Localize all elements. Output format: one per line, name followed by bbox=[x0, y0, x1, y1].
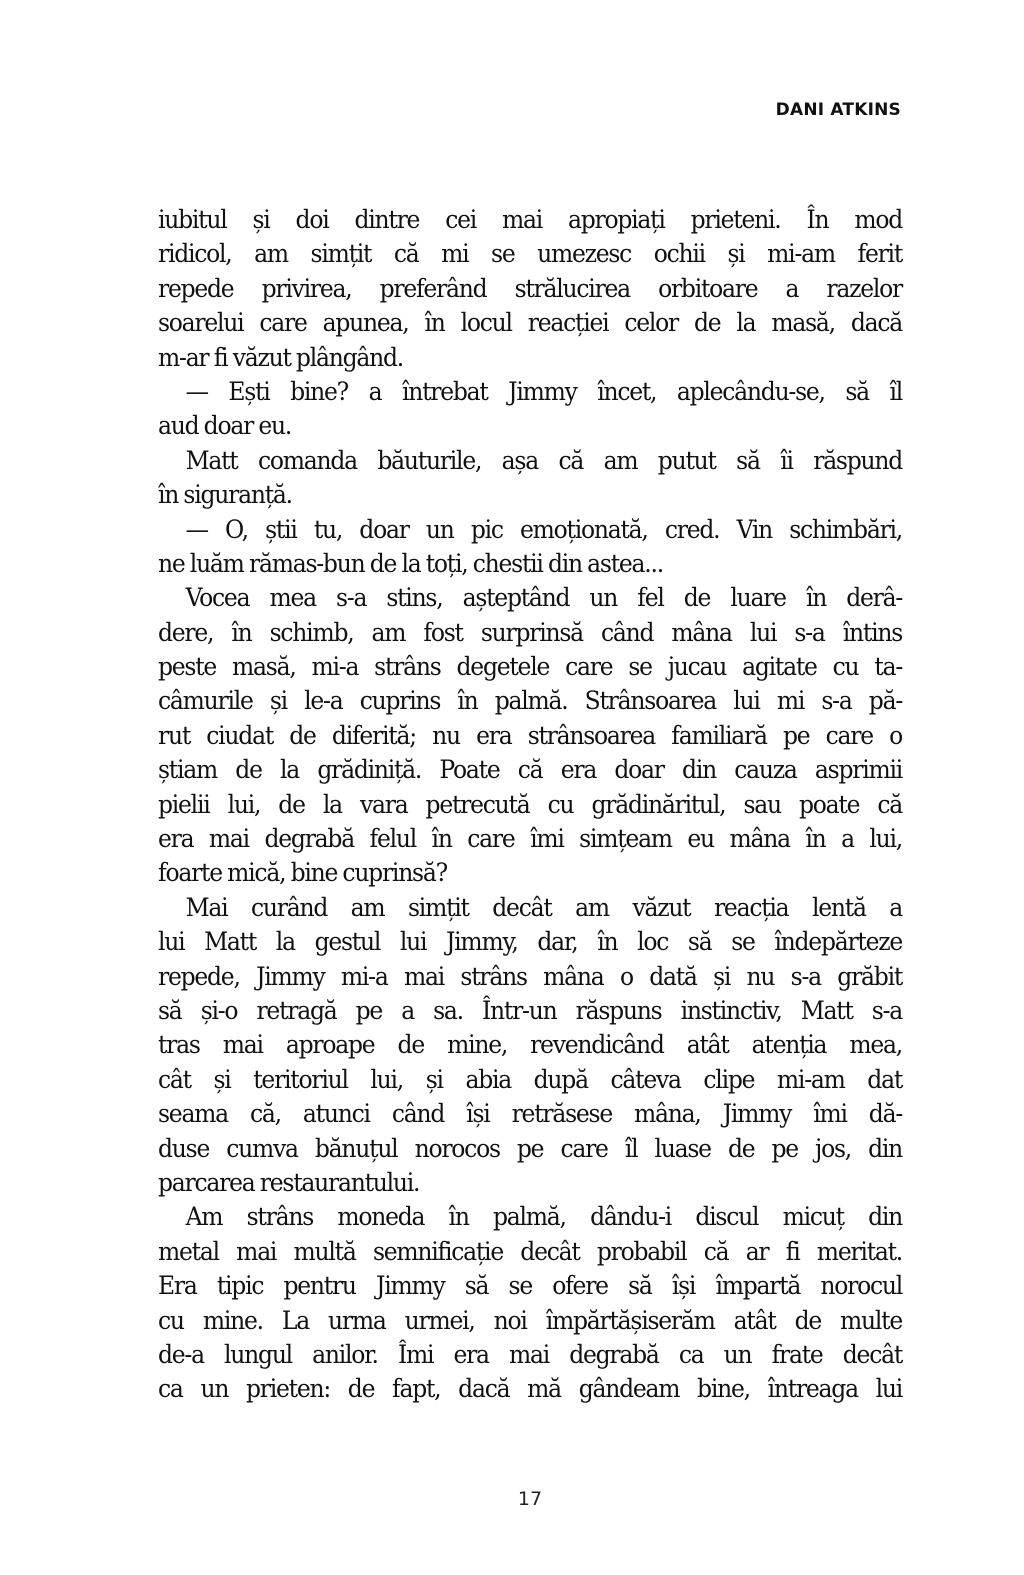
text-line: în siguranță. bbox=[158, 480, 292, 511]
text-line: era mai degrabă felul în care îmi simțeam eu mâna în a lui, bbox=[158, 824, 903, 855]
text-line: rut ciudat de diferită; nu era strânsoarea familiară pe care o bbox=[158, 720, 903, 751]
text-line: foarte mică, bine cuprinsă? bbox=[158, 858, 447, 889]
text-line: ridicol, am simțit că mi se umezesc ochii și mi-am ferit bbox=[158, 239, 903, 270]
text-line: soarelui care apunea, în locul reacției celor de la masă, dacă bbox=[158, 308, 903, 339]
text-line: metal mai multă semnificație decât probabil că ar fi meritat. bbox=[158, 1236, 903, 1267]
text-line: Era tipic pentru Jimmy să se ofere să își împartă norocul bbox=[158, 1271, 903, 1302]
text-line: aud doar eu. bbox=[158, 411, 292, 442]
body-text bbox=[158, 203, 902, 1407]
text-line: — O, știi tu, doar un pic emoționată, cred. Vin schimbări, bbox=[185, 514, 903, 545]
text-line: ca un prieten: de fapt, dacă mă gândeam bine, întreaga lui bbox=[158, 1374, 903, 1405]
text-line: ne luăm rămas-bun de la toți, chestii din astea... bbox=[158, 548, 663, 579]
text-line: m-ar fi văzut plângând. bbox=[158, 342, 403, 373]
text-line: cât și teritoriul lui, și abia după câteva clipe mi-am dat bbox=[158, 1064, 903, 1095]
text-line: câmurile și le-a cuprins în palmă. Strânsoarea lui mi s-a pă- bbox=[158, 686, 903, 717]
running-header-author: DANI ATKINS bbox=[775, 100, 901, 120]
page-number: 17 bbox=[517, 1488, 543, 1510]
text-line: Am strâns moneda în palmă, dându-i discul micuț din bbox=[185, 1202, 903, 1233]
text-line: duse cumva bănuțul norocos pe care îl luase de pe jos, din bbox=[158, 1133, 903, 1164]
text-line: Vocea mea s-a stins, așteptând un fel de luare în derâ- bbox=[185, 583, 903, 614]
text-line: tras mai aproape de mine, revendicând atât atenția mea, bbox=[158, 1030, 903, 1061]
text-line: iubitul și doi dintre cei mai apropiați prieteni. În mod bbox=[158, 205, 903, 235]
text-line: pielii lui, de la vara petrecută cu grădinăritul, sau poate că bbox=[158, 789, 903, 820]
paragraph bbox=[158, 1200, 902, 1406]
text-line: parcarea restaurantului. bbox=[158, 1167, 420, 1198]
text-line: lui Matt la gestul lui Jimmy, dar, în loc să se îndepărteze bbox=[158, 927, 903, 958]
paragraph bbox=[158, 375, 902, 444]
text-line: repede privirea, preferând strălucirea orbitoare a razelor bbox=[158, 273, 903, 304]
paragraph bbox=[158, 444, 902, 513]
text-line: — Ești bine? a întrebat Jimmy încet, aplecându-se, să îl bbox=[185, 376, 903, 407]
paragraph bbox=[158, 203, 902, 375]
text-line: peste masă, mi-a strâns degetele care se jucau agitate cu ta- bbox=[158, 652, 903, 683]
text-line: de-a lungul anilor. Îmi era mai degrabă ca un frate decât bbox=[158, 1339, 903, 1370]
text-line: seama că, atunci când își retrăsese mâna, Jimmy îmi dă- bbox=[158, 1099, 903, 1130]
text-line: cu mine. La urma urmei, noi împărtășiserăm atât de multe bbox=[158, 1305, 903, 1336]
text-line: Matt comanda băuturile, așa că am putut să îi răspund bbox=[185, 445, 903, 476]
paragraph bbox=[158, 513, 902, 582]
text-line: știam de la grădiniță. Poate că era doar din cauza asprimii bbox=[158, 755, 903, 786]
paragraph bbox=[158, 891, 902, 1201]
text-line: să și-o retragă pe a sa. Într-un răspuns instinctiv, Matt s-a bbox=[158, 995, 903, 1026]
text-line: Mai curând am simțit decât am văzut reacția lentă a bbox=[185, 892, 903, 923]
paragraph bbox=[158, 581, 902, 891]
text-line: dere, în schimb, am fost surprinsă când mâna lui s-a întins bbox=[158, 617, 903, 648]
text-line: repede, Jimmy mi-a mai strâns mâna o dată și nu s-a grăbit bbox=[158, 961, 903, 992]
